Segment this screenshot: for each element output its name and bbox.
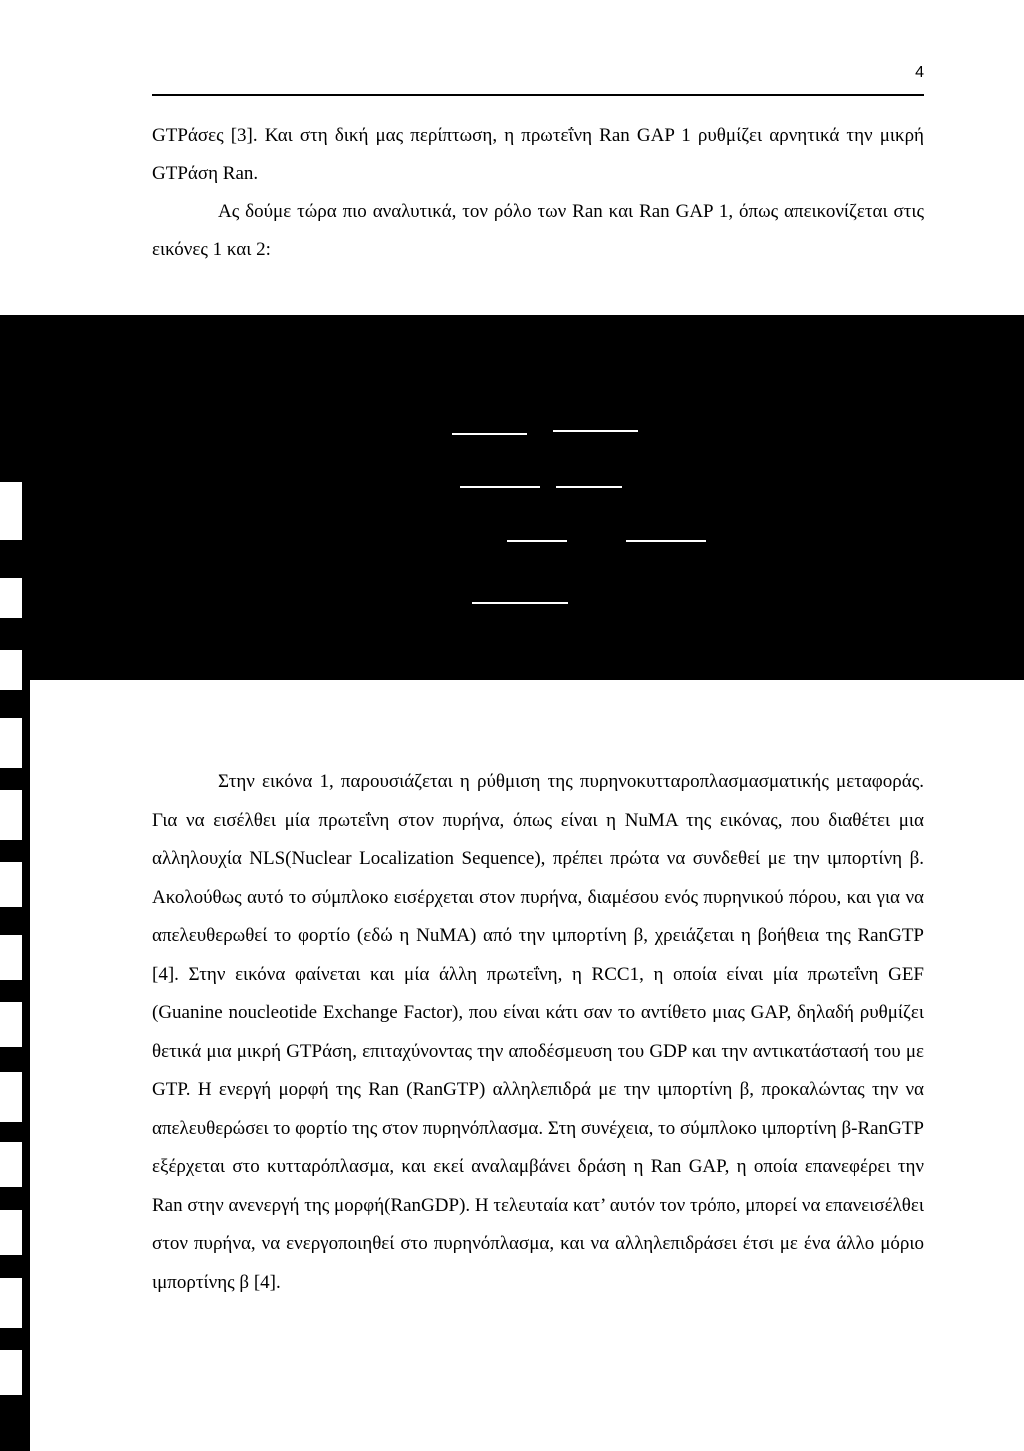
header-rule: [152, 94, 924, 96]
margin-bar: [0, 1072, 22, 1122]
margin-bar: [0, 1278, 22, 1328]
intro-paragraph: [152, 117, 924, 269]
figure-line: [553, 430, 638, 432]
page-number: 4: [915, 64, 924, 81]
margin-bar: [0, 718, 22, 768]
lead-text: Ας δούμε τώρα πιο αναλυτικά, τον ρόλο των Ran και Ran GAP 1, όπως απεικονίζεται στις εικόνες 1 και 2:: [152, 201, 924, 260]
intro-text: GTPάσες [3]. Και στη δική μας περίπτωση, η πρωτεΐνη Ran GAP 1 ρυθμίζει αρνητικά την μικρή GTPάση Ran.: [152, 125, 924, 184]
figure-line: [460, 486, 540, 488]
margin-bar: [0, 862, 22, 907]
margin-bar: [0, 482, 22, 540]
figure-line: [452, 433, 527, 435]
margin-bar: [0, 1002, 22, 1047]
figure-line: [472, 602, 568, 604]
margin-bar: [0, 1210, 22, 1255]
margin-bar: [0, 1142, 22, 1187]
figure-line: [507, 540, 567, 542]
margin-bar: [0, 578, 22, 618]
main-paragraph: Στην εικόνα 1, παρουσιάζεται η ρύθμιση της πυρηνοκυτταροπλασμασματικής μεταφοράς. Για να εισέλθει μία πρωτεΐνη στον πυρήνα, όπως είναι η NuMA της εικόνας, που διαθέτει μια αλληλουχία NLS(Nuclear Localization Sequence), πρέπει πρώτα να συνδεθεί με την ιμπορτίνη β. Ακολούθως αυτό το σύμπλοκο εισέρχεται στον πυρήνα, διαμέσου ενός πυρηνικού πόρου, και για να απελευθερωθεί το φορτίο (εδώ η NuMA) από την ιμπορτίνη β, χρειάζεται η βοήθεια της RanGTP [4]. Στην εικόνα φαίνεται και μία άλλη πρωτεΐνη, η RCC1, η οποία είναι μία πρωτεΐνη GEF (Guanine noucleotide Exchange Factor), που είναι κάτι σαν το αντίθετο μιας GAP, δηλαδή ρυθμίζει θετικά μια μικρή GTPάση, επιταχύνοντας την αποδέσμευση του GDP και την αντικατάστασή του με GTP. Η ενεργή μορφή της Ran (RanGTP) αλληλεπιδρά με την ιμπορτίνη β, προκαλώντας την να απελευθερώσει το φορτίο της στον πυρηνόπλασμα. Στη συνέχεια, το σύμπλοκο ιμπορτίνη β-RanGTP εξέρχεται στο κυτταρόπλασμα, και εκεί αναλαμβάνει δράση η Ran GAP, η οποία επανεφέρει την Ran στην ανενεργή της μορφή(RanGDP). Η τελευταία κατ’ αυτόν τον τρόπο, μπορεί να επανεισέλθει στον πυρήνα, να ενεργοποιηθεί στο πυρηνόπλασμα, και να αλληλεπιδράσει έτσι με ένα άλλο μόριο ιμπορτίνης β [4].: [152, 771, 924, 1293]
figure-1: [30, 315, 1024, 675]
margin-bar: [0, 1350, 22, 1395]
figure-line: [626, 540, 706, 542]
margin-bar: [0, 650, 22, 690]
figure-line: [556, 486, 622, 488]
figure-label-cytoplasmic: Cytoplasmic: [292, 313, 391, 333]
margin-bar: [0, 790, 22, 840]
margin-bar: [0, 935, 22, 980]
